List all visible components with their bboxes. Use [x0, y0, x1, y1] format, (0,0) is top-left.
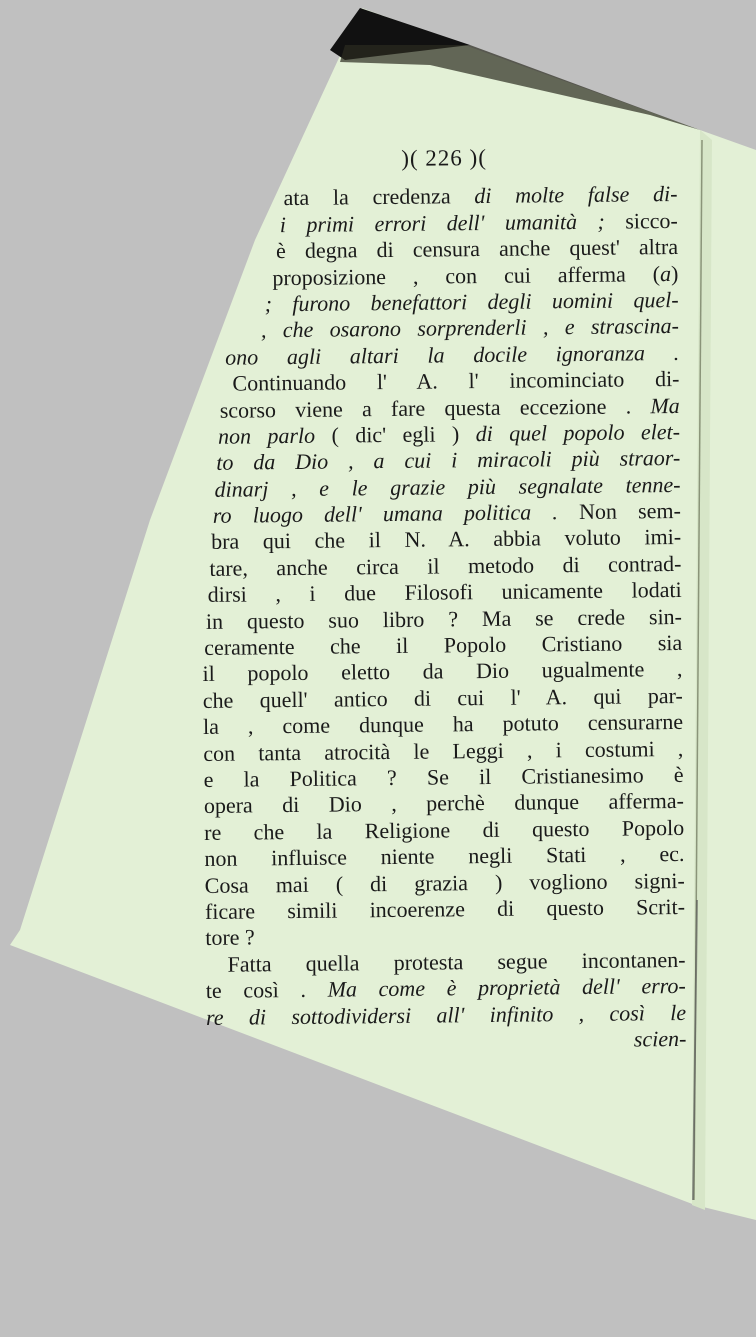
- roman-text: scorso viene a fare questa eccezione .: [219, 392, 651, 423]
- roman-text: Continuando l' A. l' incominciato di-: [232, 366, 680, 396]
- italic-text: a: [659, 260, 672, 286]
- roman-text: Cosa mai ( di grazia ) vogliono signi-: [204, 867, 685, 898]
- italic-text: to da Dio , a cui i miracoli più straor-: [216, 445, 681, 476]
- roman-text: Non sem-: [557, 498, 681, 525]
- text-line: [206, 999, 686, 1030]
- roman-text: è degna di censura anche quest' altra: [275, 234, 679, 264]
- italic-text: ono agli altari la docile ignoranza .: [225, 339, 680, 370]
- text-line: [205, 894, 685, 925]
- roman-text: e la Politica ? Se il Cristianesimo è: [203, 761, 684, 792]
- roman-text: Fatta quella protesta segue incontanen-: [227, 946, 686, 977]
- roman-text: dirsi , i due Filosofi unicamente lodati: [207, 577, 682, 608]
- italic-text: non parlo: [217, 422, 316, 449]
- roman-text: bra qui che il N. A. abbia voluto imi-: [210, 524, 682, 555]
- roman-text: ata la credenza: [283, 183, 475, 211]
- roman-text: con tanta atrocità le Leggi , i costumi ,: [203, 735, 684, 766]
- italic-text: i primi errori dell' umanità ;: [279, 208, 605, 237]
- roman-text: ficare simili incoerenze di questo Scrit-: [204, 893, 686, 924]
- roman-text: tare, anche circa il metodo di contrad-: [209, 550, 682, 581]
- italic-text: dinarj , e le grazie più segnalate tenne-: [214, 471, 681, 502]
- roman-text: sicco-: [604, 207, 678, 234]
- roman-text: in questo suo libro ? Ma se crede sin-: [205, 603, 683, 634]
- roman-text: tore ?: [205, 924, 255, 951]
- italic-text: ; furono benefattori degli uomini quel-: [264, 286, 679, 317]
- italic-text: di quel popolo elet-: [475, 418, 681, 447]
- roman-text: te così .: [205, 976, 328, 1004]
- italic-text: , che osarono sorprenderli , e strascina-: [260, 313, 680, 343]
- roman-text: che quell' antico di cui l' A. qui par-: [202, 682, 683, 713]
- italic-text: scien-: [633, 1025, 687, 1052]
- page-number-header: )( 226 )(: [401, 144, 488, 171]
- roman-text: re che la Religione di questo Popolo: [204, 814, 685, 845]
- italic-text: re di sottodividersi all' infinito , così le: [205, 999, 687, 1030]
- roman-text: ): [670, 260, 679, 286]
- italic-text: Ma: [650, 392, 680, 418]
- page-text: [197, 143, 686, 1057]
- roman-text: la , come dunque ha potuto censurarne: [202, 709, 684, 740]
- roman-text: ceramente che il Popolo Cristiano sia: [204, 629, 683, 660]
- text-lines: [197, 181, 686, 1057]
- italic-text: di molte false di-: [474, 181, 678, 209]
- italic-text: Ma come è proprietà dell' erro-: [327, 973, 686, 1002]
- roman-text: ( dic' egli ): [314, 421, 476, 448]
- roman-text: il popolo eletto da Dio ugualmente ,: [202, 656, 683, 687]
- italic-text: ro luogo dell' umana politica .: [212, 499, 558, 528]
- roman-text: non influisce niente negli Stati , ec.: [204, 841, 685, 872]
- text-line: [206, 1026, 686, 1057]
- roman-text: opera di Dio , perchè dunque afferma-: [203, 788, 684, 819]
- roman-text: proposizione , con cui afferma (: [272, 260, 661, 290]
